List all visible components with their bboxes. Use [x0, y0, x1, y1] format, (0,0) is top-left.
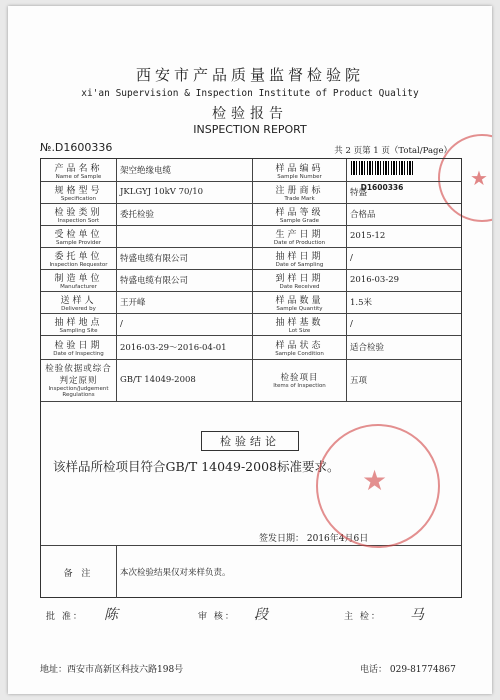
- institute-name-en: xi'an Supervision & Inspection Institute of Product Quality: [81, 88, 419, 99]
- label-cn: 抽样日期: [275, 251, 324, 262]
- barcode-number: D1600336: [360, 183, 404, 192]
- approver-signature: 陈: [104, 607, 118, 623]
- field-value: 特盛电缆有限公司: [117, 247, 253, 269]
- label-en: Date of Inspecting: [53, 350, 104, 357]
- chief-label: 主 检：: [344, 612, 382, 622]
- field-value: 特盛电缆有限公司: [117, 269, 253, 291]
- field-label: [253, 203, 347, 225]
- star-icon: ★: [470, 166, 488, 190]
- label-en: Delivered by: [61, 305, 96, 312]
- label-en: Sampling Site: [59, 327, 98, 334]
- field-label: [253, 181, 347, 203]
- label-cn: 检验类别: [54, 207, 103, 218]
- field-label: [253, 291, 347, 313]
- label-en: Lot Size: [288, 327, 311, 334]
- label-cn: 委托单位: [54, 251, 103, 262]
- report-number: №.D1600336: [40, 141, 113, 154]
- label-en: Inspection Sort: [57, 217, 100, 224]
- remarks-row: [41, 545, 461, 598]
- table-row: [41, 247, 461, 270]
- label-en: Trade Mark: [284, 195, 315, 202]
- field-label: [41, 335, 117, 359]
- field-value: 2016-03-29～2016-04-01: [117, 335, 253, 359]
- label-cn: 样品等级: [275, 207, 324, 218]
- table-row: [41, 291, 461, 314]
- remarks-label: 备 注: [41, 546, 117, 598]
- chief-signature: 马: [410, 607, 424, 623]
- field-label: [253, 247, 347, 269]
- label-cn: 规格型号: [54, 185, 103, 196]
- label-en: Sample Number: [277, 173, 322, 180]
- table-row: [41, 225, 461, 248]
- institute-name-cn: 西安市产品质量监督检验院: [135, 66, 364, 84]
- barcode-icon: [351, 161, 413, 175]
- label-en: Date of Production: [273, 239, 326, 246]
- label-cn: 到样日期: [275, 273, 324, 284]
- label-en: Date Received: [279, 283, 320, 290]
- reviewer-signature: 段: [254, 607, 268, 623]
- label-cn: 检验日期: [54, 340, 103, 351]
- label-cn: 检验依据或综合判定原则: [45, 364, 112, 386]
- field-label: [41, 269, 117, 291]
- report-title-en: INSPECTION REPORT: [193, 123, 307, 136]
- official-seal-conclusion: [316, 424, 440, 548]
- label-en: Sample Provider: [55, 239, 101, 246]
- field-value: 2016-03-29: [350, 275, 400, 285]
- field-label: [41, 247, 117, 269]
- label-cn: 产品名称: [54, 163, 103, 174]
- field-label: [41, 291, 117, 313]
- label-cn: 样品数量: [275, 295, 324, 306]
- report-title-cn: 检验报告: [212, 106, 288, 122]
- field-label: [41, 359, 117, 401]
- conclusion-heading: 检验结论: [201, 431, 299, 451]
- label-en: Sample Condition: [275, 350, 324, 357]
- field-label: [253, 359, 347, 401]
- field-value: GB/T 14049-2008: [117, 359, 253, 401]
- field-label: [253, 269, 347, 291]
- label-en: Specification: [60, 195, 97, 202]
- field-label: [253, 159, 347, 181]
- approve-label: 批 准：: [46, 612, 84, 622]
- label-en: Sample Quantity: [276, 305, 323, 312]
- label-en: Manufacturer: [60, 283, 97, 290]
- field-value: /: [350, 253, 353, 263]
- label-cn: 抽样地点: [54, 317, 103, 328]
- field-value: 1.5米: [350, 298, 373, 308]
- table-row: [41, 269, 461, 292]
- table-row: [41, 313, 461, 336]
- label-cn: 抽样基数: [275, 317, 324, 328]
- field-label: [253, 225, 347, 247]
- field-label: [41, 181, 117, 203]
- field-value: JKLGYJ 10kV 70/10: [117, 181, 253, 203]
- field-label: [41, 159, 117, 181]
- footer-phone: 电话： 029-81774867: [360, 665, 456, 675]
- field-value: /: [117, 313, 253, 335]
- review-label: 审 核：: [198, 612, 236, 622]
- field-label: [41, 225, 117, 247]
- sign-date: 签发日期： 2016年4月6日: [259, 534, 369, 544]
- star-icon: ★: [362, 464, 388, 497]
- table-row: [41, 359, 461, 402]
- table-row: [41, 203, 461, 226]
- label-en: Items of Inspection: [273, 383, 326, 389]
- field-value: 2015-12: [350, 231, 386, 241]
- field-label: [41, 203, 117, 225]
- field-value: 五项: [350, 376, 368, 386]
- field-value: 王开峰: [117, 291, 253, 313]
- field-value: [117, 225, 253, 247]
- label-cn: 检验项目: [280, 373, 319, 383]
- field-label: [253, 335, 347, 359]
- field-value: /: [350, 319, 353, 329]
- label-en: Inspection/Judgement Regulations: [48, 386, 109, 398]
- field-value: 委托检验: [117, 203, 253, 225]
- field-value: 特盛: [350, 188, 368, 198]
- field-label: [41, 313, 117, 335]
- label-en: Date of Sampling: [275, 261, 324, 268]
- label-en: Name of Sample: [55, 173, 102, 180]
- label-cn: 受检单位: [54, 229, 103, 240]
- page-count: 共 2 页第 1 页（Total/Page）: [334, 146, 452, 156]
- label-cn: 样品编码: [275, 163, 324, 174]
- label-cn: 生产日期: [275, 229, 324, 240]
- label-en: Sample Grade: [279, 217, 320, 224]
- label-cn: 注册商标: [275, 185, 324, 196]
- footer-address: 地址：西安市高新区科技六路198号: [40, 665, 184, 675]
- field-value: 合格品: [350, 210, 376, 220]
- label-en: Inspection Requestor: [49, 261, 108, 268]
- table-row: [41, 335, 461, 360]
- label-cn: 样品状态: [275, 340, 324, 351]
- field-value: 适合检验: [350, 343, 385, 353]
- report-sheet: [8, 6, 492, 694]
- field-label: [253, 313, 347, 335]
- label-cn: 制造单位: [54, 273, 103, 284]
- field-value: 架空绝缘电缆: [117, 159, 253, 181]
- conclusion-text: 该样品所检项目符合GB/T 14049-2008标准要求。: [53, 459, 340, 474]
- label-cn: 送样人: [60, 295, 97, 306]
- remarks-text: 本次检验结果仅对来样负责。: [120, 568, 231, 578]
